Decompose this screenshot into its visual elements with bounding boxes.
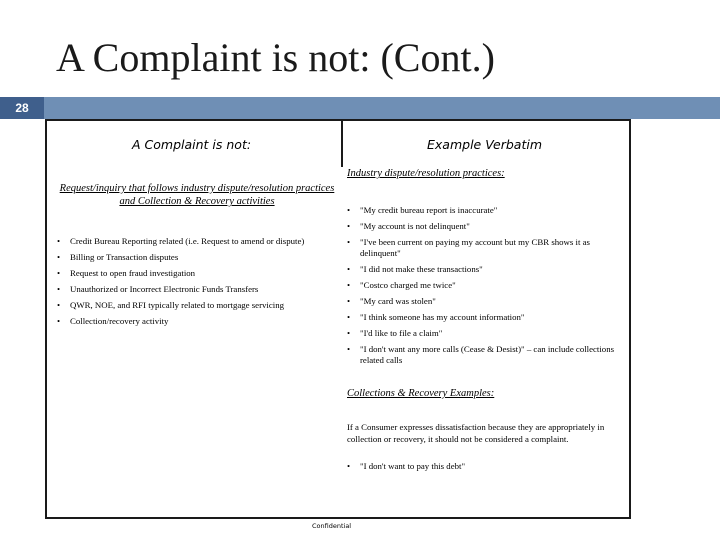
left-subheading: Request/inquiry that follows industry dispute/resolution practices and Collection & Recovery activities bbox=[59, 183, 335, 207]
slide-number: 28 bbox=[0, 97, 44, 119]
list-item: "My account is not delinquent" bbox=[360, 221, 470, 231]
list-item: "I'd like to file a claim" bbox=[360, 328, 443, 338]
slide-title: A Complaint is not: (Cont.) bbox=[56, 35, 495, 80]
list-item: "My credit bureau report is inaccurate" bbox=[360, 205, 498, 215]
bullet-icon: • bbox=[347, 280, 351, 290]
bullet-icon: • bbox=[57, 284, 61, 294]
bullet-icon: • bbox=[347, 221, 351, 231]
list-item: "I think someone has my account information" bbox=[360, 312, 525, 322]
right-section1-heading: Industry dispute/resolution practices: bbox=[347, 168, 505, 179]
bullet-icon: • bbox=[347, 296, 351, 306]
collections-paragraph: If a Consumer expresses dissatisfaction because they are appropriately in collection or recovery, it should not be considered a complaint. bbox=[347, 422, 605, 444]
list-item: "Costco charged me twice" bbox=[360, 280, 456, 290]
bullet-icon: • bbox=[347, 328, 351, 338]
right-section2-heading: Collections & Recovery Examples: bbox=[347, 388, 495, 399]
footer-confidential: Confidential bbox=[312, 522, 352, 530]
bullet-icon: • bbox=[57, 300, 61, 310]
list-item: "I don't want any more calls (Cease & Desist)" – can include collections related calls bbox=[360, 344, 615, 365]
header-divider bbox=[341, 121, 343, 167]
bullet-icon: • bbox=[347, 344, 351, 354]
bullet-icon: • bbox=[347, 461, 351, 471]
list-item: "I did not make these transactions" bbox=[360, 264, 483, 274]
list-item: "I don't want to pay this debt" bbox=[360, 461, 466, 471]
list-item: "I've been current on paying my account but my CBR shows it as delinquent" bbox=[360, 237, 590, 258]
bullet-icon: • bbox=[347, 205, 351, 215]
bullet-icon: • bbox=[347, 264, 351, 274]
bullet-icon: • bbox=[347, 237, 351, 247]
left-column-header: A Complaint is not: bbox=[132, 137, 252, 152]
right-column-header: Example Verbatim bbox=[427, 137, 542, 152]
bullet-icon: • bbox=[57, 268, 61, 278]
bullet-icon: • bbox=[57, 316, 61, 326]
bullet-icon: • bbox=[57, 236, 61, 246]
bullet-icon: • bbox=[347, 312, 351, 322]
bullet-icon: • bbox=[57, 252, 61, 262]
slide-header-bar bbox=[0, 97, 720, 119]
list-item: "My card was stolen" bbox=[360, 296, 436, 306]
